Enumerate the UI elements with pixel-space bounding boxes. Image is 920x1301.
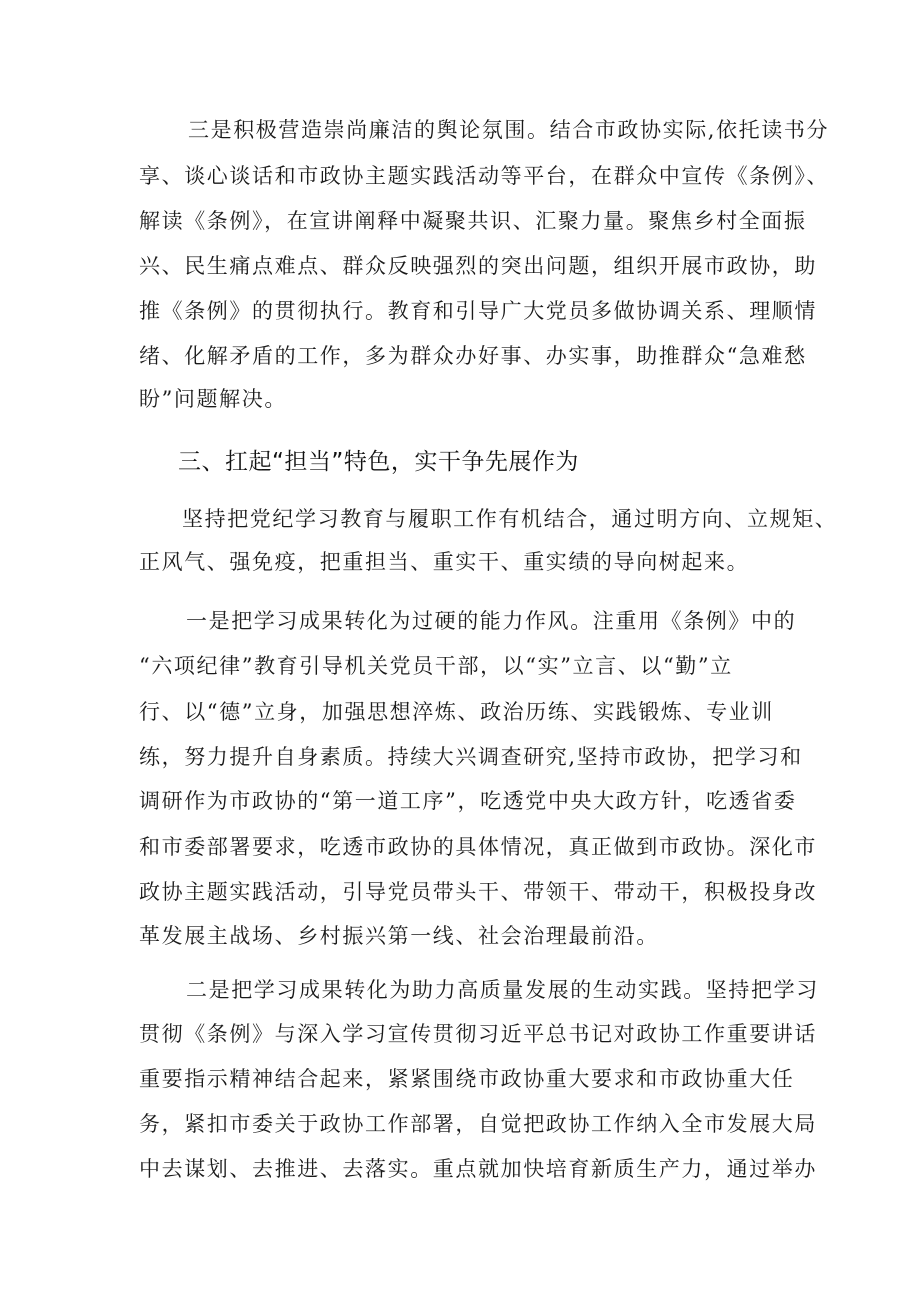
paragraph-line: 务，紧扣市委关于政协工作部署，自觉把政协工作纳入全市发展大局: [139, 1112, 817, 1136]
paragraph-line: 重要指示精神结合起来，紧紧围绕市政协重大要求和市政协重大任: [139, 1067, 795, 1091]
paragraph-line: 和市委部署要求，吃透市政协的具体情况，真正做到市政协。深化市: [139, 835, 817, 859]
paragraph-line: 调研作为市政协的“第一道工序”，吃透党中央大政方针，吃透省委: [139, 789, 797, 813]
paragraph-line: 坚持把党纪学习教育与履职工作有机结合，通过明方向、立规矩、: [182, 507, 838, 531]
paragraph-line: 二是把学习成果转化为助力高质量发展的生动实践。坚持把学习: [186, 978, 819, 1002]
paragraph-line: 革发展主战场、乡村振兴第一线、社会治理最前沿。: [139, 924, 659, 948]
paragraph-line: 一是把学习成果转化为过硬的能力作风。注重用《条例》中的: [186, 609, 797, 633]
paragraph-line: 中去谋划、去推进、去落实。重点就加快培育新质生产力，通过举办: [139, 1157, 817, 1181]
paragraph-line: 正风气、强免疫，把重担当、重实干、重实绩的导向树起来。: [139, 550, 750, 574]
paragraph-line: “六项纪律”教育引导机关党员干部，以“实”立言、以“勤”立: [139, 654, 733, 678]
paragraph-line: 练，努力提升自身素质。持续大兴调查研究,坚持市政协，把学习和: [139, 745, 803, 769]
paragraph-line: 绪、化解矛盾的工作，多为群众办好事、办实事，助推群众“急难愁: [139, 344, 807, 368]
paragraph-line: 兴、民生痛点难点、群众反映强烈的突出问题，组织开展市政协，助: [139, 254, 817, 278]
paragraph-line: 三是积极营造崇尚廉洁的舆论氛围。结合市政协实际,依托读书分: [188, 118, 830, 142]
paragraph-line: 解读《条例》，在宣讲阐释中凝聚共识、汇聚力量。聚焦乡村全面振: [139, 209, 807, 233]
paragraph-line: 行、以“德”立身，加强思想淬炼、政治历练、实践锻炼、专业训: [139, 700, 774, 724]
section-heading: 三、扛起“担当”特色，实干争先展作为: [178, 449, 579, 475]
paragraph-line: 贯彻《条例》与深入学习宣传贯彻习近平总书记对政协工作重要讲话: [139, 1022, 817, 1046]
paragraph-line: 享、谈心谈话和市政协主题实践活动等平台，在群众中宣传《条例》、: [139, 164, 830, 188]
paragraph-line: 推《条例》的贯彻执行。教育和引导广大党员多做协调关系、理顺情: [139, 299, 817, 323]
paragraph-line: 盼”问题解决。: [139, 387, 287, 411]
paragraph-line: 政协主题实践活动，引导党员带头干、带领干、带动干，积极投身改: [139, 880, 817, 904]
